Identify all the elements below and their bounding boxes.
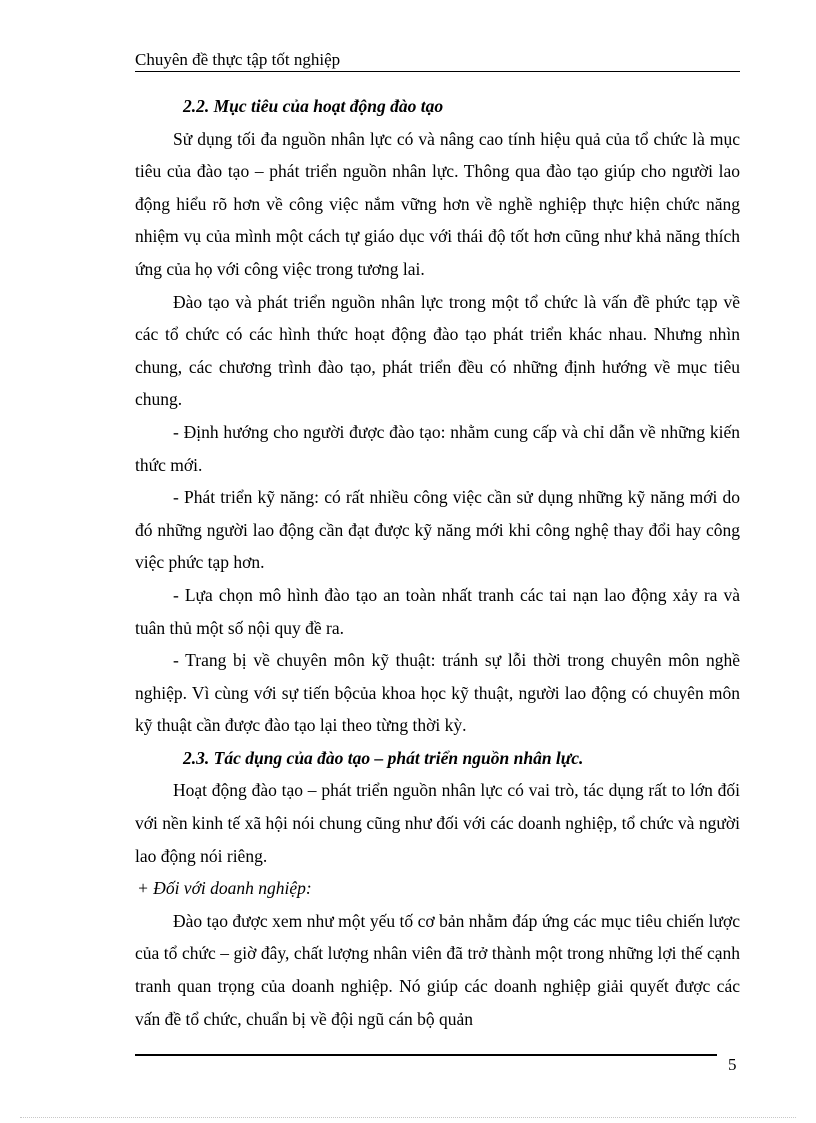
page-bottom-dotted-border (20, 1117, 796, 1118)
paragraph-8: Đào tạo được xem như một yếu tố cơ bản nhằm đáp ứng các mục tiêu chiến lược của tổ chức – giờ đây, chất lượng nhân viên đã trở thành một trong những lợi thế cạnh tranh quan trọng của doanh nghiệp. Nó giúp các doanh nghiệp giải quyết được các vấn đề tổ chức, chuẩn bị về đội ngũ cán bộ quản (135, 910, 740, 1029)
paragraph-7: Hoạt động đào tạo – phát triển nguồn nhân lực có vai trò, tác dụng rất to lớn đối với nền kinh tế xã hội nói chung cũng như đối với các doanh nghiệp, tổ chức và người lao động nói riêng. (135, 780, 740, 866)
page-body (135, 90, 740, 1035)
footer-rule (135, 1054, 717, 1056)
paragraph-1: Sử dụng tối đa nguồn nhân lực có và nâng cao tính hiệu quả của tổ chức là mục tiêu của đào tạo – phát triển nguồn nhân lực. Thông qua đào tạo giúp cho người lao động hiểu rõ hơn về công việc nắm vững hơn về nghề nghiệp thực hiện chức năng nhiệm vụ của mình một cách tự giáo dục với thái độ tốt hơn cũng như khả năng thích ứng của họ với công việc trong tương lai. (135, 128, 740, 279)
page-number: 5 (728, 1055, 737, 1074)
page-header: Chuyên đề thực tập tốt nghiệp (135, 49, 740, 72)
paragraph-2: Đào tạo và phát triển nguồn nhân lực trong một tổ chức là vấn đề phức tạp về các tổ chức có các hình thức hoạt động đào tạo phát triển khác nhau. Nhưng nhìn chung, các chương trình đào tạo, phát triển đều có những định hướng về mục tiêu chung. (135, 291, 740, 410)
paragraph-6: - Trang bị về chuyên môn kỹ thuật: tránh sự lỗi thời trong chuyên môn nghề nghiệp. Vì cùng với sự tiến bộcủa khoa học kỹ thuật, người lao động có chuyên môn kỹ thuật cần được đào tạo lại theo từng thời kỳ. (135, 650, 740, 736)
paragraph-4: - Phát triển kỹ năng: có rất nhiều công việc cần sử dụng những kỹ năng mới do đó những người lao động cần đạt được kỹ năng mới khi công nghệ thay đổi hay công việc phức tạp hơn. (135, 487, 740, 573)
section-heading-2-2: 2.2. Mục tiêu của hoạt động đào tạo (183, 96, 444, 116)
paragraph-3: - Định hướng cho người được đào tạo: nhằm cung cấp và chỉ dẫn về những kiến thức mới. (135, 421, 740, 475)
section-heading-2-3: 2.3. Tác dụng của đào tạo – phát triển nguồn nhân lực. (183, 747, 584, 768)
paragraph-5: - Lựa chọn mô hình đào tạo an toàn nhất tranh các tai nạn lao động xảy ra và tuân thủ một số nội quy đề ra. (135, 584, 740, 638)
sub-heading-enterprise: + Đối với doanh nghiệp: (137, 878, 312, 899)
